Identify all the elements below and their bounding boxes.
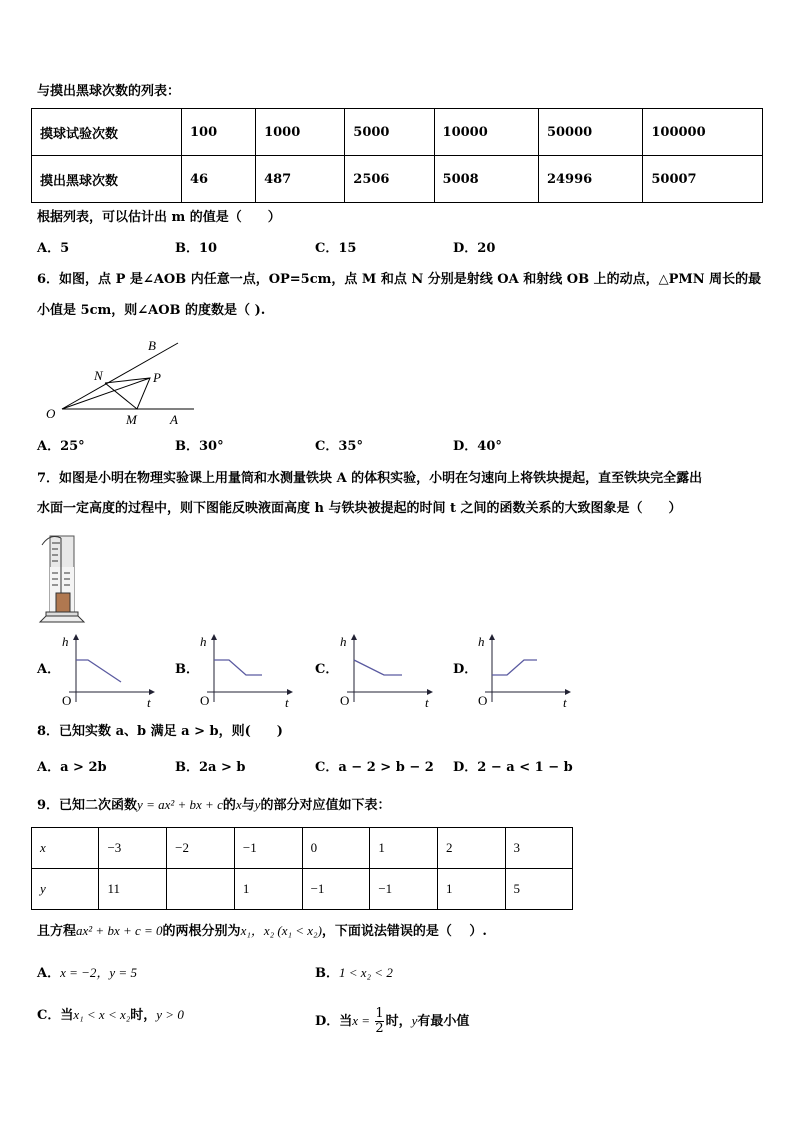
q7-graph-b [197, 632, 307, 712]
q9-option-d [315, 1007, 469, 1036]
table-cell: 46 [182, 156, 256, 203]
table-row [32, 828, 573, 869]
table-cell: 5008 [434, 156, 538, 203]
axis-label-h: h [478, 634, 485, 649]
xy-value-table [31, 827, 573, 910]
q5-option-d: D．20 [453, 241, 496, 256]
q8-option-a: A．a > 2b [37, 760, 107, 775]
label-b: B [148, 338, 156, 353]
q6-option-a: A．25° [37, 439, 85, 454]
cond-pre: 且方程 [37, 924, 77, 939]
q6-option-c: C．35° [315, 439, 363, 454]
option-label: D．当 [315, 1014, 353, 1029]
option-label: B． [315, 966, 339, 981]
q6-option-d: D．40° [453, 439, 502, 454]
option-label: C．当 [37, 1008, 74, 1023]
table-cell: 50007 [643, 156, 763, 203]
q9-stem [37, 797, 390, 814]
axis-label-t: t [563, 695, 567, 710]
option-math: y [411, 1013, 418, 1028]
table-cell: 11 [99, 869, 167, 910]
intro-text: 与摸出黑球次数的列表： [37, 84, 181, 99]
q8-option-d: D．2 − a < 1 − b [453, 760, 573, 775]
q8-option-c: C．a − 2 > b − 2 [315, 760, 434, 775]
table-cell: 摸球试验次数 [32, 109, 182, 156]
q9-stem-and: 与 [241, 798, 255, 813]
h-t-curve [76, 660, 121, 682]
q9-option-c [37, 1007, 184, 1024]
table-cell: −1 [370, 869, 438, 910]
q5-stem: 根据列表，可以估计出 m 的值是（ ） [37, 210, 281, 225]
fraction-one-half [375, 1007, 383, 1036]
table-cell [167, 869, 235, 910]
q7-option-c-label: C． [315, 662, 339, 677]
option-math: x = [352, 1013, 374, 1028]
angle-aob-figure [30, 330, 230, 430]
table-cell: 5000 [345, 109, 434, 156]
q9-equation: y = ax² + bx + c [137, 797, 223, 812]
q6-line1: 6．如图，点 P 是∠AOB 内任意一点，OP=5cm，点 M 和点 N 分别是射线 OA 和射线 OB 上的动点，△PMN 周长的最 [37, 272, 762, 287]
h-t-curve [492, 660, 537, 675]
cond-roots: x₁，x₂ (x₁ < x₂) [240, 923, 322, 938]
q7-graph-d [475, 632, 585, 712]
option-math: 1 < x₂ < 2 [339, 965, 393, 980]
q9-stem-pre: 9．已知二次函数 [37, 798, 138, 813]
table-cell: −2 [167, 828, 235, 869]
table-cell: 1 [438, 869, 505, 910]
table-cell: 5 [505, 869, 573, 910]
table-cell: 1 [234, 869, 302, 910]
q5-option-c: C．15 [315, 241, 357, 256]
origin-label: O [200, 693, 210, 708]
q9-stem-post: 的部分对应值如下表： [260, 798, 391, 813]
axis-label-t: t [285, 695, 289, 710]
label-o: O [46, 406, 56, 421]
q5-option-b: B．10 [175, 241, 218, 256]
option-text: 有最小值 [417, 1014, 470, 1029]
table-cell: 2 [438, 828, 505, 869]
q9-option-b [315, 965, 393, 982]
origin-label: O [478, 693, 488, 708]
fraction-numerator: 1 [375, 1006, 384, 1021]
axis-label-t: t [147, 695, 151, 710]
table-row [32, 869, 573, 910]
table-cell: 0 [302, 828, 370, 869]
q7-option-b-label: B． [175, 662, 199, 677]
h-t-curve [354, 660, 402, 675]
table-cell: −3 [99, 828, 167, 869]
option-math: x = −2，y = 5 [60, 965, 137, 980]
table-cell: 3 [505, 828, 573, 869]
h-t-curve [214, 660, 262, 675]
q7-graph-a [59, 632, 169, 712]
table-cell: −1 [302, 869, 370, 910]
cond-mid: 的两根分别为 [162, 924, 241, 939]
origin-label: O [340, 693, 350, 708]
label-m: M [126, 412, 137, 427]
table-cell: y [32, 869, 99, 910]
table-cell: 100000 [643, 109, 763, 156]
option-math: x₁ < x < x₂ [73, 1007, 131, 1022]
q6-line2: 小值是 5cm，则∠AOB 的度数是（ ). [37, 303, 266, 318]
label-n: N [94, 368, 103, 383]
q7-line1: 7．如图是小明在物理实验课上用量筒和水测量铁块 A 的体积实验，小明在匀速向上将铁块提起，直至铁块完全露出 [37, 471, 703, 486]
origin-label: O [62, 693, 72, 708]
table-cell: 100 [182, 109, 256, 156]
table-cell: 50000 [538, 109, 642, 156]
option-label: A． [37, 966, 61, 981]
table-cell: 2506 [345, 156, 434, 203]
label-p: P [153, 370, 161, 385]
option-text: 时， [130, 1008, 157, 1023]
axis-label-h: h [340, 634, 347, 649]
measuring-cylinder-figure [38, 533, 98, 623]
table-cell: −1 [234, 828, 302, 869]
q9-var-x: x [235, 797, 242, 812]
q9-var-y: y [254, 797, 261, 812]
option-text: 时， [385, 1014, 412, 1029]
q7-line2: 水面一定高度的过程中，则下图能反映液面高度 h 与铁块被提起的时间 t 之间的函数关系的大致图象是（ ） [37, 501, 682, 516]
cond-post: ，下面说法错误的是（ ）. [321, 924, 487, 939]
q9-option-a [37, 965, 137, 982]
q6-option-b: B．30° [175, 439, 224, 454]
table-cell: 487 [256, 156, 345, 203]
axis-label-h: h [200, 634, 207, 649]
table-row [32, 109, 763, 156]
q7-option-a-label: A． [37, 662, 61, 677]
axis-label-h: h [62, 634, 69, 649]
q9-stem-mid: 的 [222, 798, 236, 813]
fraction-denominator: 2 [375, 1021, 384, 1036]
q9-condition [37, 923, 487, 940]
q7-option-d-label: D． [453, 662, 478, 677]
table-cell: x [32, 828, 99, 869]
table-cell: 1 [370, 828, 438, 869]
table-cell: 10000 [434, 109, 538, 156]
table-cell: 1000 [256, 109, 345, 156]
table-cell: 24996 [538, 156, 642, 203]
q5-option-a: A．5 [37, 241, 70, 256]
cond-equation: ax² + bx + c = 0 [76, 923, 163, 938]
q8-stem: 8．已知实数 a、b 满足 a > b，则( ) [37, 724, 283, 739]
ball-draw-table [31, 108, 763, 203]
q8-option-b: B．2a > b [175, 760, 246, 775]
label-a: A [170, 412, 178, 427]
table-row [32, 156, 763, 203]
q7-graph-c [337, 632, 447, 712]
axis-label-t: t [425, 695, 429, 710]
option-math: y > 0 [156, 1007, 184, 1022]
table-cell: 摸出黑球次数 [32, 156, 182, 203]
